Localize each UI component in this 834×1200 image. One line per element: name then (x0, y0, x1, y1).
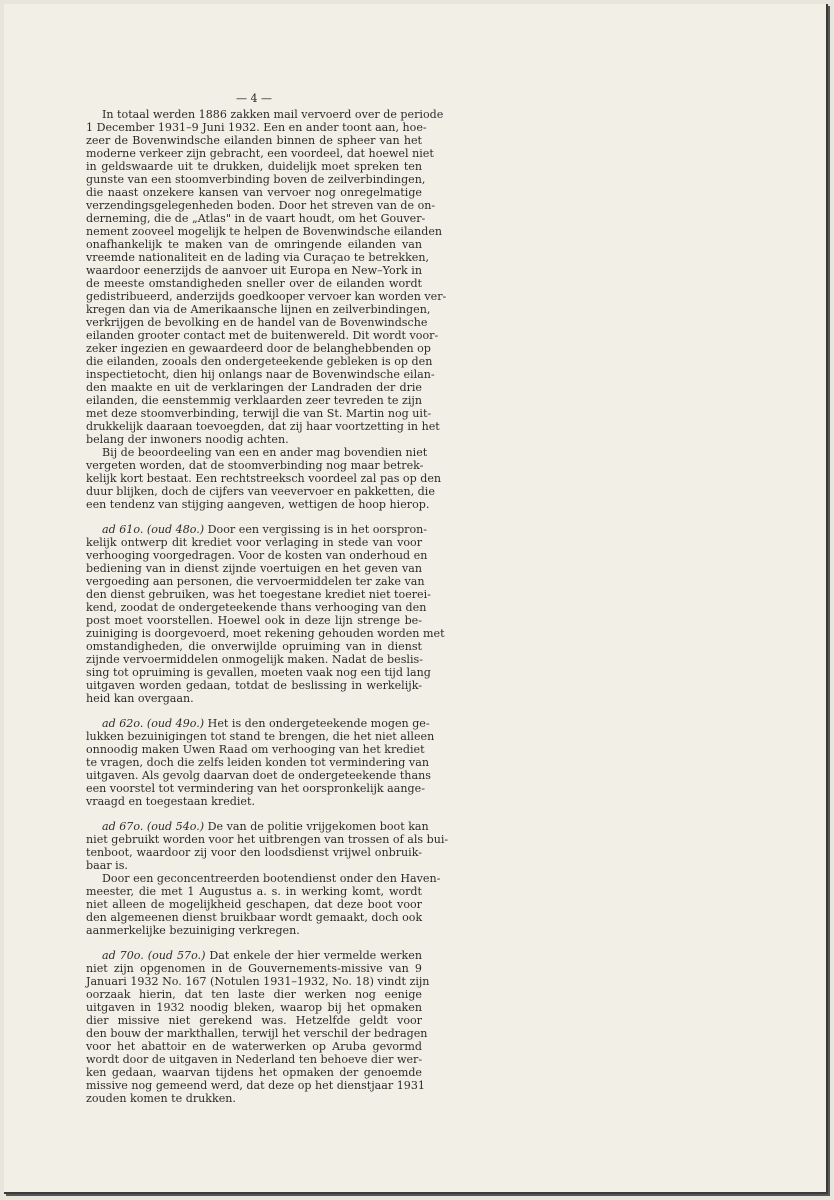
line-text: die eilanden, zooals den ondergeteekende gebleken is op den (86, 355, 433, 368)
line-text: heid kan overgaan. (86, 692, 194, 705)
line-text: niet alleen de mogelijkheid geschapen, dat deze boot voor (86, 898, 422, 911)
text-line (86, 342, 431, 355)
article-reference: ad 61o. (oud 48o.) (102, 523, 205, 536)
line-text: voor het abattoir en de waterwerken op Aruba gevormd (86, 1040, 422, 1053)
line-text: ken gedaan, waarvan tijdens het opmaken der genoemde (86, 1066, 422, 1079)
text-line (86, 420, 440, 433)
text-line (86, 329, 439, 342)
line-text: vergeten worden, dat de stoomverbinding nog maar betrek- (86, 459, 424, 472)
line-text: missive nog gemeend werd, dat deze op het dienstjaar 1931 (86, 1079, 425, 1092)
text-line (86, 316, 428, 329)
line-text: in geldswaarde uit te drukken, duidelijk moet spreken ten (86, 160, 422, 173)
line-text: den dienst gebruiken, was het toegestane krediet niet toerei- (86, 588, 431, 601)
text-line (86, 498, 430, 511)
text-line (86, 1001, 422, 1014)
text-line (86, 614, 422, 627)
text-line (86, 640, 422, 653)
text-line (86, 1066, 422, 1079)
text-line (86, 523, 428, 536)
line-text: verzendingsgelegenheden boden. Door het streven van de on- (86, 199, 436, 212)
text-line (86, 199, 436, 212)
line-text: zeer de Bovenwindsche eilanden binnen de spheer van het (86, 134, 422, 147)
text-line (86, 588, 431, 601)
line-text: Bij de beoordeeling van een en ander mag bovendien niet (102, 446, 428, 459)
line-text: kelijk ontwerp dit krediet voor verlaging in stede van voor (86, 536, 422, 549)
line-text: een tendenz van stijging aangeven, wettigen de hoop hierop. (86, 498, 430, 511)
text-line (86, 433, 422, 446)
line-text: In totaal werden 1886 zakken mail vervoerd over de periode (102, 108, 444, 121)
line-text: sing tot opruiming is gevallen, moeten vaak nog een tijd lang (86, 666, 431, 679)
line-text: De van de politie vrijgekomen boot kan (204, 820, 429, 833)
line-text: zuiniging is doorgevoerd, moet rekening gehouden worden met (86, 627, 445, 640)
line-text: uitgaven worden gedaan, totdat de beslissing in werkelijk- (86, 679, 422, 692)
text-line (86, 407, 432, 420)
text-line (86, 575, 425, 588)
text-line (86, 251, 430, 264)
paragraph (86, 820, 449, 872)
line-text: eilanden grooter contact met de buitenwereld. Dit wordt voor- (86, 329, 439, 342)
line-text: duur blijken, doch de cijfers van veevervoer en pakketten, die (86, 485, 435, 498)
line-text: vraagd en toegestaan krediet. (86, 795, 255, 808)
text-line (86, 795, 422, 808)
text-line (86, 238, 422, 251)
text-line (86, 846, 422, 859)
paragraph (86, 872, 441, 937)
article-reference: ad 70o. (oud 57o.) (102, 949, 206, 962)
text-line (86, 988, 422, 1001)
line-text: verhooging voorgedragen. Voor de kosten van onderhoud en (86, 549, 428, 562)
line-text: de meeste omstandigheden sneller over de eilanden wordt (86, 277, 422, 290)
text-line (86, 225, 443, 238)
text-line (86, 355, 433, 368)
line-text: Januari 1932 No. 167 (Notulen 1931–1932, No. 18) vindt zijn (86, 975, 430, 988)
line-text: met deze stoomverbinding, terwijl die van St. Martin nog uit- (86, 407, 432, 420)
line-text: Door een geconcentreerden bootendienst onder den Haven- (102, 872, 441, 885)
line-text: uitgaven. Als gevolg daarvan doet de ondergeteekende thans (86, 769, 431, 782)
paragraph-gap (86, 705, 422, 717)
text-line (86, 562, 422, 575)
line-text: gedistribueerd, anderzijds goedkooper vervoer kan worden ver- (86, 290, 447, 303)
line-text: eilanden, die eenstemmig verklaarden zeer tevreden te zijn (86, 394, 422, 407)
text-line (86, 627, 445, 640)
line-text: belang der inwoners noodig achten. (86, 433, 289, 446)
line-text: Door een vergissing is in het oorspron- (204, 523, 428, 536)
line-text: nement zooveel mogelijk te helpen de Bovenwindsche eilanden (86, 225, 443, 238)
text-line (86, 160, 422, 173)
line-text: kregen dan via de Amerikaansche lijnen en zeilverbindingen, (86, 303, 431, 316)
line-text: den maakte en uit de verklaringen der Landraden der drie (86, 381, 422, 394)
document-page (4, 4, 828, 1194)
text-line (86, 446, 428, 459)
page-number: — 4 — (236, 92, 272, 105)
line-text: lukken bezuinigingen tot stand te brengen, die het niet alleen (86, 730, 435, 743)
text-line (86, 485, 435, 498)
line-text: bediening van in dienst zijnde voertuigen en het geven van (86, 562, 422, 575)
text-line (86, 134, 422, 147)
line-text: onafhankelijk te maken van de omringende eilanden van (86, 238, 422, 251)
text-line (86, 303, 431, 316)
line-text: vreemde nationaliteit en de lading via Curaçao te betrekken, (86, 251, 430, 264)
line-text: een voorstel tot vermindering van het oorspronkelijk aange- (86, 782, 425, 795)
line-text: kelijk kort bestaat. Een rechtstreeksch voordeel zal pas op den (86, 472, 442, 485)
line-text: te vragen, doch die zelfs leiden konden tot vermindering van (86, 756, 429, 769)
line-text: verkrijgen de bevolking en de handel van de Bovenwindsche (86, 316, 428, 329)
text-line (86, 924, 422, 937)
text-line (86, 782, 425, 795)
text-line (86, 459, 422, 472)
line-text: 1 December 1931–9 Juni 1932. Een en ander toont aan, hoe- (86, 121, 427, 134)
line-text: onnoodig maken Uwen Raad om verhooging van het krediet (86, 743, 425, 756)
text-line (86, 472, 442, 485)
text-line (86, 975, 430, 988)
text-line (86, 820, 429, 833)
line-text: uitgaven in 1932 noodig bleken, waarop bij het opmaken (86, 1001, 422, 1014)
text-line (86, 1092, 422, 1105)
line-text: inspectietocht, dien hij onlangs naar de Bovenwindsche eilan- (86, 368, 435, 381)
paragraph (86, 523, 445, 705)
line-text: moderne verkeer zijn gebracht, een voordeel, dat hoewel niet (86, 147, 434, 160)
paragraph (86, 949, 430, 1105)
line-text: post moet voorstellen. Hoewel ook in deze lijn strenge be- (86, 614, 422, 627)
text-line (86, 1027, 428, 1040)
text-line (86, 264, 422, 277)
text-line (86, 1079, 425, 1092)
line-text: zeker ingezien en gewaardeerd door de belanghebbenden op (86, 342, 431, 355)
text-line (86, 186, 422, 199)
line-text: Dat enkele der hier vermelde werken (205, 949, 422, 962)
text-line (86, 290, 447, 303)
line-text: den algemeenen dienst bruikbaar wordt gemaakt, doch ook (86, 911, 423, 924)
text-line (86, 949, 422, 962)
line-text: omstandigheden, die onverwijlde opruiming van in dienst (86, 640, 422, 653)
paragraph (86, 446, 442, 511)
text-line (86, 108, 444, 121)
text-line (86, 277, 422, 290)
line-text: tenboot, waardoor zij voor den loodsdienst vrijwel onbruik- (86, 846, 422, 859)
text-line (86, 859, 422, 872)
article-reference: ad 67o. (oud 54o.) (102, 820, 205, 833)
line-text: aanmerkelijke bezuiniging verkregen. (86, 924, 300, 937)
text-line (86, 368, 435, 381)
line-text: baar is. (86, 859, 128, 872)
text-line (86, 394, 422, 407)
text-line (86, 769, 431, 782)
line-text: meester, die met 1 Augustus a. s. in werking komt, wordt (86, 885, 422, 898)
text-line (86, 1014, 422, 1027)
line-text: niet gebruikt worden voor het uitbrengen van trossen of als bui- (86, 833, 449, 846)
text-line (86, 549, 428, 562)
text-line (86, 743, 425, 756)
paragraph (86, 108, 447, 446)
text-line (86, 666, 431, 679)
line-text: niet zijn opgenomen in de Gouvernements-missive van 9 (86, 962, 422, 975)
article-reference: ad 62o. (oud 49o.) (102, 717, 205, 730)
text-line (86, 911, 422, 924)
line-text: dier missive niet gerekend was. Hetzelfde geldt voor (86, 1014, 422, 1027)
text-line (86, 717, 430, 730)
line-text: vergoeding aan personen, die vervoermiddelen ter zake van (86, 575, 425, 588)
text-line (86, 885, 422, 898)
line-text: zijnde vervoermiddelen onmogelijk maken. Nadat de beslis- (86, 653, 423, 666)
paragraph-gap (86, 808, 422, 820)
text-line (86, 679, 422, 692)
paragraph-gap (86, 511, 422, 523)
text-line (86, 121, 427, 134)
text-line (86, 1040, 422, 1053)
line-text: oorzaak hierin, dat ten laste dier werken nog eenige (86, 988, 422, 1001)
text-line (86, 730, 435, 743)
line-text: drukkelijk daaraan toevoegden, dat zij haar voortzetting in het (86, 420, 440, 433)
text-line (86, 833, 449, 846)
line-text: kend, zoodat de ondergeteekende thans verhooging van den (86, 601, 427, 614)
paragraph-gap (86, 937, 422, 949)
line-text: waardoor eenerzijds de aanvoer uit Europa en New–York in (86, 264, 422, 277)
line-text: die naast onzekere kansen van vervoer nog onregelmatige (86, 186, 422, 199)
text-line (86, 898, 422, 911)
paragraph (86, 717, 435, 808)
line-text: Het is den ondergeteekende mogen ge- (204, 717, 430, 730)
text-block (86, 92, 449, 1105)
line-text: den bouw der markthallen, terwijl het verschil der bedragen (86, 1027, 428, 1040)
text-line (86, 962, 422, 975)
line-text: zouden komen te drukken. (86, 1092, 236, 1105)
text-line (86, 692, 422, 705)
text-line (86, 653, 422, 666)
text-line (86, 601, 427, 614)
line-text: wordt door de uitgaven in Nederland ten behoeve dier wer- (86, 1053, 423, 1066)
text-line (86, 1053, 422, 1066)
line-text: derneming, die de „Atlas" in de vaart houdt, om het Gouver- (86, 212, 426, 225)
text-line (86, 381, 422, 394)
line-text: gunste van een stoomverbinding boven de zeilverbindingen, (86, 173, 426, 186)
text-line (86, 756, 429, 769)
text-line (86, 212, 426, 225)
text-line (86, 173, 426, 186)
text-line (86, 872, 441, 885)
text-line (86, 147, 434, 160)
text-line (86, 536, 422, 549)
